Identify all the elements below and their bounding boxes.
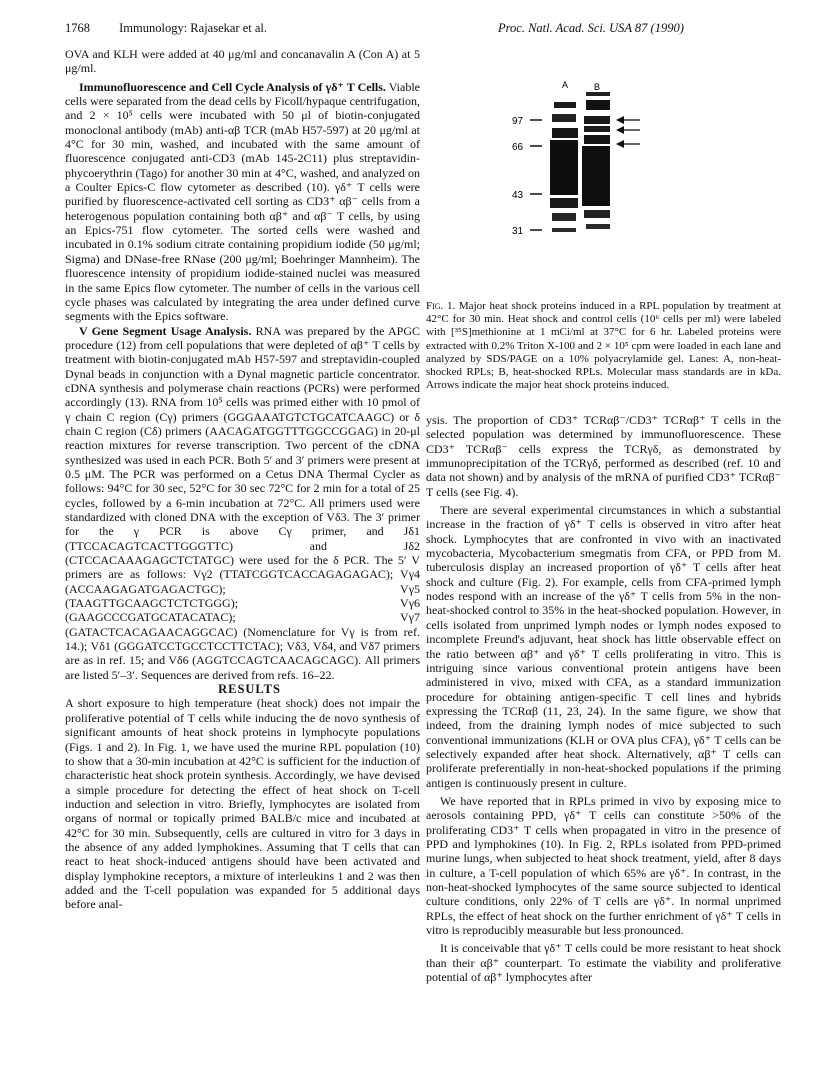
mw-marker-97 bbox=[512, 116, 542, 127]
mw-label-97: 97 bbox=[512, 116, 524, 127]
lane-label-a: A bbox=[562, 80, 569, 90]
right-paragraph-1: ysis. The proportion of CD3⁺ TCRαβ⁻/CD3⁺ TCRαβ⁺ T cells in the selected population was determined by immunofluorescence. These CD3⁺ TCRαβ⁻ cells express the TCRγδ, as demonstrated by immunoprecipitation of the TCRγδ, performed as described (ref. 10 and data not shown) and by analysis of the mRNA of purified CD3⁺ TCRαβ⁻ T cells (see Fig. 4). bbox=[426, 413, 781, 499]
left-column bbox=[65, 47, 420, 912]
page-header-left bbox=[65, 21, 267, 36]
mw-marker-66 bbox=[512, 142, 542, 153]
arrow-icon bbox=[616, 116, 640, 124]
page-number: 1768 bbox=[65, 21, 90, 35]
right-column bbox=[426, 413, 781, 984]
gel-lane-a bbox=[550, 102, 578, 232]
right-paragraph-3: We have reported that in RPLs primed in vivo by exposing mice to aerosols containing PPD, γδ⁺ T cells can constitute >50% of the proliferating CD3⁺ T cells when propagated in vitro in the presence of PPD and lymphokines (10). In Fig. 2, RPLs isolated from PPD-primed murine lungs, when subjected to heat shock treatment, yield, after 8 days in culture, a T-cell population of which 65% are γδ⁺. In contrast, in the non-heat-shocked lymphocytes of the same source subjected to identical culture conditions, only 22% of T cells are γδ⁺. In normal unprimed RPLs, the effect of heat shock on the further enrichment of γδ⁺ T cells in vitro is reproducibly measurable but less pronounced. bbox=[426, 793, 781, 938]
mw-marker-43 bbox=[512, 190, 542, 201]
results-heading: RESULTS bbox=[218, 682, 281, 697]
right-paragraph-2: There are several experimental circumstances in which a substantial increase in the fraction of γδ⁺ T cells is observed in vitro after heat shock. Lymphocytes that are confronted in vivo with an inactivated mycobacteria, Mycobacterium smegmatis from CFA, or PPD from M. tuberculosis display an increased proportion of γδ⁺ T cells after heat shock and culture (Fig. 2). For example, cells from CFA-primed lymph nodes respond with an increase of the γδ⁺ T cells from 5% in the non-heat-shocked control to 35% in the heat-shocked population. However, in cells isolated from unprimed lymph nodes or lymph nodes exposed to incomplete Freund's adjuvant, heat shock has little observable effect on the ratio between αβ⁺ and γδ⁺ T cells proliferating in vitro. This is intriguing since various conventional protein antigens have been administered in vivo, mixed with CFA, as a standard immunization procedure for obtaining antigen-specific T cell lines and hybrids expressing the TCRαβ (11, 23, 24). In the same figure, we show that indeed, from the draining lymph nodes of mice subjected to such conventional immunizations (KLH or OVA plus CFA), γδ⁺ T cells can be selectively expanded after heat shock. Alternatively, αβ⁺ T cells can proliferate preferentially in non-heat-shocked populations if the priming antigen is continuously present in culture. bbox=[426, 503, 781, 790]
gel-image bbox=[470, 78, 660, 278]
running-title: Immunology: Rajasekar et al. bbox=[119, 21, 268, 35]
intro-paragraph: OVA and KLH were added at 40 μg/ml and concanavalin A (Con A) at 5 μg/ml. bbox=[65, 47, 420, 76]
right-paragraph-4: It is conceivable that γδ⁺ T cells could be more resistant to heat shock than their αβ⁺ counterpart. To estimate the viability and proliferative potential of αβ⁺ lymphocytes after bbox=[426, 941, 781, 985]
mw-label-43: 43 bbox=[512, 190, 524, 201]
figure-caption-label: Fig. 1. bbox=[426, 300, 456, 312]
journal-citation: Proc. Natl. Acad. Sci. USA 87 (1990) bbox=[498, 21, 684, 35]
lane-label-b: B bbox=[594, 82, 601, 92]
immunofluorescence-paragraph bbox=[65, 80, 420, 324]
figure-1-caption bbox=[426, 300, 781, 392]
immunofluorescence-text: Viable cells were separated from the dead cells by Ficoll/hypaque centrifugation, and 2 × 10⁵ cells were incubated with 50 μl of biotin-conjugated monoclonal antibody (mAb) anti-αβ TCR (mAb H57-597) at 20 μg/ml at 4°C for 30 min, washed, and incubated with the same amount of fluorescence conjugated anti-CD3 (mAb 145-2C11) plus streptavidin-phycoerythrin (Tago) for another 30 min at 4°C, washed, and analyzed on a Coulter Epics-C flow cytometer as described (10). γδ⁺ T cells were purified by fluorescence-activated cell sorting as CD3⁺ αβ⁻ cells from a heterogenous population containing both αβ⁺ and αβ⁻ T cells, by using an Epics-751 flow cytometer. The sorted cells were washed and incubated in 0.1% sodium citrate containing propidium iodide (50 μg/ml; Sigma) and DNase-free RNase (200 μg/ml; Boehringer Mannheim). The fluorescence intensity of propidium iodide-stained nuclei was measured in the same Epics flow cytometer. The number of cells in the various cell cycle phases was calculated by integrating the area under defined curve segments with the Epics software. bbox=[65, 79, 420, 324]
figure-1-gel bbox=[470, 78, 660, 278]
immunofluorescence-heading: Immunofluorescence and Cell Cycle Analysis of γδ⁺ T Cells. bbox=[79, 79, 386, 94]
arrow-icon bbox=[616, 140, 640, 148]
figure-caption-text: Major heat shock proteins induced in a RPL population by treatment at 42°C for 30 min. Heat shock and control cells (10⁶ cells per ml) were labeled with [³⁵S]methionine at 1 mCi/ml at 37°C for 6 hr. Labeled proteins were extracted with 0.2% Triton X-100 and 2 × 10⁵ cpm were loaded in each lane and analyzed by SDS/PAGE on a 10% polyacrylamide gel. Lanes: A, non-heat-shocked RPLs; B, heat-shocked RPLs. Molecular mass standards are in kDa. Arrows indicate the major heat shock proteins induced. bbox=[426, 300, 782, 392]
mw-label-31: 31 bbox=[512, 226, 524, 237]
vgene-heading: V Gene Segment Usage Analysis. bbox=[79, 323, 252, 338]
vgene-text: RNA was prepared by the APGC procedure (12) from cell populations that were depleted of αβ⁺ T cells by treatment with biotin-conjugated mAb H57-597 and streptavidin-coupled Dynal beads in conjunction with a Dynal magnetic particle concentrator. cDNA synthesis and polymerase chain reactions (PCRs) were performed accordingly (13). RNA from 10⁵ cells was primed either with 10 pmol of γ chain C region (Cγ) primers (GGGAAATGTCTGCATCAAGC) or δ chain C region (Cδ) primers (AACAGATGGTTTGGCCGGAG) in 20-μl reaction mixtures for reverse transcription. Two percent of the cDNA synthesized was used in each PCR. Both 5′ and 3′ primers were present at 0.5 μM. The PCR was performed on a Cetus DNA Thermal Cycler as follows: 94°C for 30 sec, 52°C for 30 sec 72°C for 2 min for a total of 25 cycles, followed by a 6-min incubation at 72°C. All primers used were standardized with cloned DNA with the exception of Vδ3. The 3′ primer for the γ PCR is above Cγ primer, and Jδ1 (TTCCACAGTCACTTGGGTTC) and Jδ2 (CTCCACAAAGAGCTCTATGC) were used for the δ PCR. The 5′ V primers are as follows: Vγ2 (TTATCGGTCACCAGAGAGAC); Vγ4 (ACCAAGAGATGAGACTGC); Vγ5 (TAAGTTGCAAGCTCTCTGGG); Vγ6 (GAAGCCCGATGCATACATAC); Vγ7 (GATACTCACAGAACAGGCAC) (Nomenclature for Vγ is from ref. 14.); Vδ1 (GGGATCCTGCCTCCTTCTAC); Vδ3, Vδ4, and Vδ7 primers are as in ref. 15; and Vδ6 (AGGTCCAGTCAACAGCAGC). All primers are listed 5′–3′. Sequences are derived from refs. 16–22. bbox=[65, 323, 421, 682]
mw-label-66: 66 bbox=[512, 142, 524, 153]
gel-lane-b bbox=[582, 92, 610, 229]
mw-marker-31 bbox=[512, 226, 542, 237]
results-paragraph: A short exposure to high temperature (heat shock) does not impair the proliferative potential of T cells while inducing the de novo synthesis of significant amounts of heat shock proteins in lymphocyte populations (Figs. 1 and 2). In Fig. 1, we have used the murine RPL population (10) to show that a 30-min incubation at 42°C is sufficient for the induction of characteristic heat shock protein synthesis. Accordingly, we have devised a simple procedure for detecting the effect of heat shock on T-cell induction and selection in vitro. Briefly, lymphocytes are isolated from organs of normal or topically primed BALB/c mice and incubated at 42°C for 30 min. Subsequently, cells are cultured in vitro for 3 days in the absence of any added lymphokines. Assuming that T cells that can react to heat shock-induced antigens should have been activated and display lymphokine receptors, a mixture of interleukins 1 and 2 was then added and the T-cell population was expanded for 5 additional days before anal- bbox=[65, 696, 420, 912]
arrow-icon bbox=[616, 126, 640, 134]
vgene-paragraph bbox=[65, 324, 420, 683]
